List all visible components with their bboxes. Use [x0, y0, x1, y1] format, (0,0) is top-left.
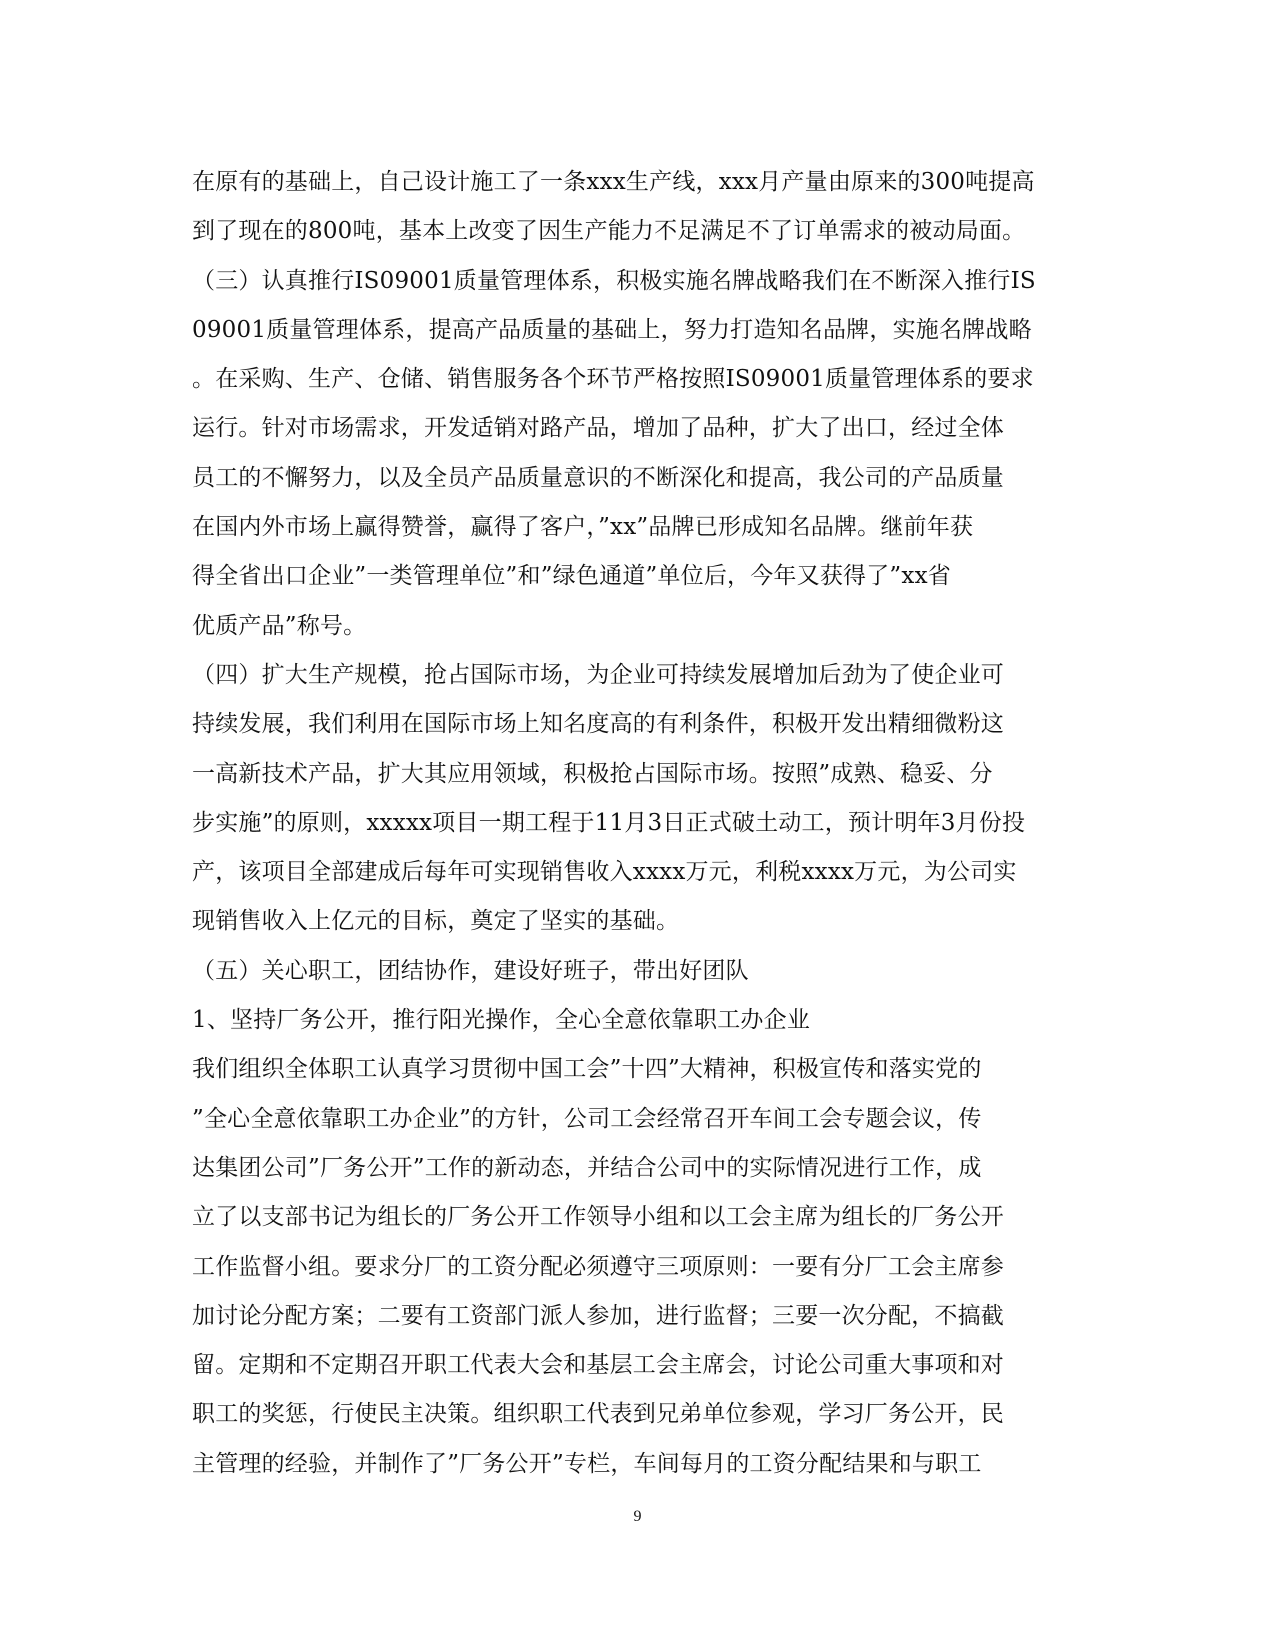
text-line: 职工的奖惩，行使民主决策。组织职工代表到兄弟单位参观，学习厂务公开，民: [192, 1401, 1004, 1428]
text-line: 达集团公司”厂务公开”工作的新动态，并结合公司中的实际情况进行工作，成: [192, 1154, 982, 1181]
text-line: 。在采购、生产、仓储、销售服务各个环节严格按照IS09001质量管理体系的要求: [192, 366, 1034, 393]
text-line: 工作监督小组。要求分厂的工资分配必须遵守三项原则：一要有分厂工会主席参: [192, 1253, 1004, 1280]
text-line: 产，该项目全部建成后每年可实现销售收入xxxx万元，利税xxxx万元，为公司实: [192, 859, 1017, 886]
text-line: （五）关心职工，团结协作，建设好班子，带出好团队: [192, 957, 749, 984]
text-line: ”全心全意依靠职工办企业”的方针，公司工会经常召开车间工会专题会议，传: [192, 1105, 982, 1132]
text-line: 优质产品”称号。: [192, 612, 367, 639]
text-line: （三）认真推行IS09001质量管理体系，积极实施名牌战略我们在不断深入推行IS: [192, 267, 1036, 294]
text-line: 立了以支部书记为组长的厂务公开工作领导小组和以工会主席为组长的厂务公开: [192, 1204, 1004, 1231]
text-line: 一高新技术产品，扩大其应用领域，积极抢占国际市场。按照”成熟、稳妥、分: [192, 760, 993, 787]
text-line: 持续发展，我们利用在国际市场上知名度高的有利条件，积极开发出精细微粉这: [192, 711, 1004, 738]
text-line: 主管理的经验，并制作了”厂务公开”专栏，车间每月的工资分配结果和与职工: [192, 1450, 982, 1477]
text-line: 加讨论分配方案；二要有工资部门派人参加，进行监督；三要一次分配，不搞截: [192, 1302, 1004, 1329]
text-line: 09001质量管理体系，提高产品质量的基础上，努力打造知名品牌，实施名牌战略: [192, 316, 1032, 343]
text-line: （四）扩大生产规模，抢占国际市场，为企业可持续发展增加后劲为了使企业可: [192, 661, 1004, 688]
text-line: 我们组织全体职工认真学习贯彻中国工会”十四”大精神，积极宣传和落实党的: [192, 1056, 982, 1083]
text-line: 1、坚持厂务公开，推行阳光操作，全心全意依靠职工办企业: [192, 1007, 811, 1034]
text-line: 现销售收入上亿元的目标，奠定了坚实的基础。: [192, 908, 680, 935]
text-line: 到了现在的800吨，基本上改变了因生产能力不足满足不了订单需求的被动局面。: [192, 218, 1026, 245]
page-number: 9: [633, 1508, 642, 1525]
text-line: 留。定期和不定期召开职工代表大会和基层工会主席会，讨论公司重大事项和对: [192, 1352, 1004, 1379]
text-line: 员工的不懈努力，以及全员产品质量意识的不断深化和提高，我公司的产品质量: [192, 464, 1004, 491]
text-line: 运行。针对市场需求，开发适销对路产品，增加了品种，扩大了出口，经过全体: [192, 415, 1004, 442]
text-line: 步实施”的原则，xxxxx项目一期工程于11月3日正式破土动工，预计明年3月份投: [192, 809, 1026, 836]
text-line: 得全省出口企业”一类管理单位”和”绿色通道”单位后，今年又获得了”xx省: [192, 563, 951, 590]
text-line: 在国内外市场上赢得赞誉，赢得了客户，”xx”品牌已形成知名品牌。继前年获: [192, 514, 974, 541]
document-body: [192, 158, 1072, 1489]
text-line: 在原有的基础上，自己设计施工了一条xxx生产线，xxx月产量由原来的300吨提高: [192, 169, 1035, 195]
